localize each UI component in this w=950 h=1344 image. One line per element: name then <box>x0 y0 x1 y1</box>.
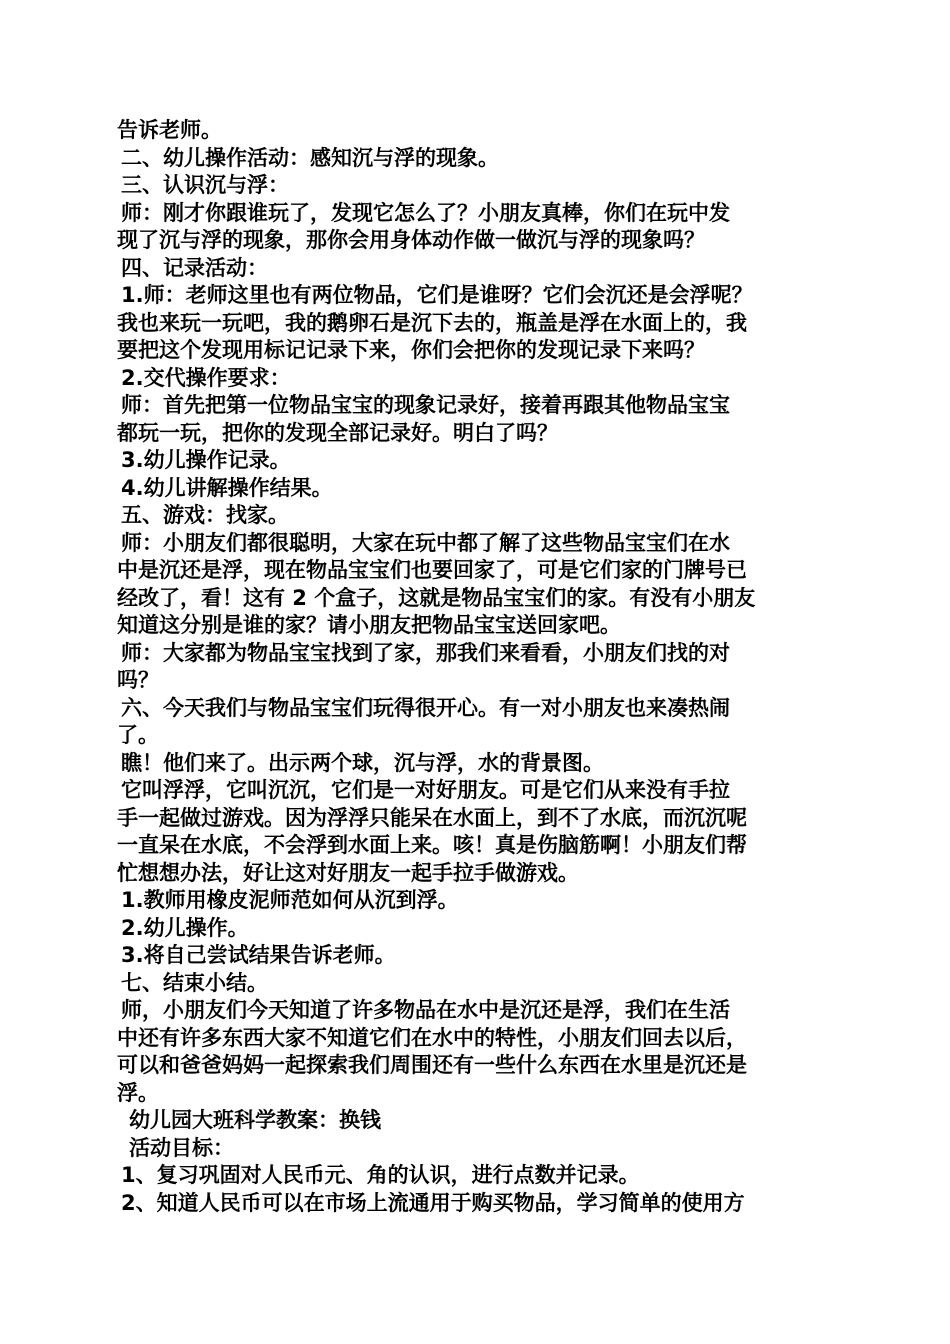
text-line: 可以和爸爸妈妈一起探索我们周围还有一些什么东西在水里是沉还是 <box>117 1053 747 1077</box>
text-line: 师：首先把第一位物品宝宝的现象记录好，接着再跟其他物品宝宝 <box>121 393 730 417</box>
document-page <box>117 117 837 1217</box>
text-line: 吗？ <box>117 668 159 692</box>
text-line: 瞧！他们来了。出示两个球，沉与浮，水的背景图。 <box>121 750 604 775</box>
text-line: 要把这个发现用标记记录下来，你们会把你的发现记录下来吗？ <box>117 338 705 362</box>
text-line: 2、知道人民币可以在市场上流通用于购买物品，学习简单的使用方 <box>121 1190 745 1215</box>
text-line: 中是沉还是浮，现在物品宝宝们也要回家了，可是它们家的门牌号已 <box>117 558 747 582</box>
text-line: 3.将自己尝试结果告诉老师。 <box>121 943 396 967</box>
text-line: 1.教师用橡皮泥师范如何从沉到浮。 <box>121 888 459 912</box>
text-line: 3.幼儿操作记录。 <box>121 448 291 472</box>
text-line: 4.幼儿讲解操作结果。 <box>121 475 333 500</box>
text-line: 中还有许多东西大家不知道它们在水中的特性，小朋友们回去以后， <box>117 1025 747 1050</box>
document-title: 幼儿园大班科学教案：换钱 <box>129 1108 381 1132</box>
text-line: 2.交代操作要求： <box>121 365 291 390</box>
text-line: 经改了，看！这有 2 个盒子，这就是物品宝宝们的家。有没有小朋友 <box>117 585 756 610</box>
text-line: 忙想想办法，好让这对好朋友一起手拉手做游戏。 <box>117 860 579 885</box>
section-heading: 二、幼儿操作活动：感知沉与浮的现象。 <box>121 145 499 170</box>
section-heading: 活动目标： <box>129 1135 234 1160</box>
text-line: 师，小朋友们今天知道了许多物品在水中是沉还是浮，我们在生活 <box>121 998 730 1022</box>
text-line: 1.师：老师这里也有两位物品，它们是谁呀？它们会沉还是会浮呢？ <box>121 283 753 307</box>
text-line: 手一起做过游戏。因为浮浮只能呆在水面上，到不了水底，而沉沉呢 <box>117 805 747 830</box>
section-heading: 六、今天我们与物品宝宝们玩得很开心。有一对小朋友也来凑热闹 <box>121 695 730 720</box>
text-line: 知道这分别是谁的家？请小朋友把物品宝宝送回家吧。 <box>117 613 621 637</box>
text-line: 现了沉与浮的现象，那你会用身体动作做一做沉与浮的现象吗？ <box>117 228 705 252</box>
text-line: 1、复习巩固对人民币元、角的认识，进行点数并记录。 <box>121 1163 640 1187</box>
text-line: 师：大家都为物品宝宝找到了家，那我们来看看，小朋友们找的对 <box>121 640 730 665</box>
text-line: 一直呆在水底，不会浮到水面上来。咳！真是伤脑筋啊！小朋友们帮 <box>117 833 747 857</box>
section-heading: 五、游戏：找家。 <box>121 503 289 527</box>
text-line: 它叫浮浮，它叫沉沉，它们是一对好朋友。可是它们从来没有手拉 <box>121 778 730 802</box>
text-line: 2.幼儿操作。 <box>121 915 249 940</box>
text-line: 师：小朋友们都很聪明，大家在玩中都了解了这些物品宝宝们在水 <box>121 530 730 555</box>
section-heading: 七、结束小结。 <box>121 970 268 995</box>
text-line: 告诉老师。 <box>117 118 222 142</box>
text-line: 了。 <box>117 723 159 747</box>
section-heading: 三、认识沉与浮： <box>121 173 289 197</box>
text-line: 都玩一玩，把你的发现全部记录好。明白了吗？ <box>117 420 558 445</box>
section-heading: 四、记录活动： <box>121 255 268 280</box>
text-line: 我也来玩一玩吧，我的鹅卵石是沉下去的，瓶盖是浮在水面上的，我 <box>117 310 747 335</box>
text-line: 师：刚才你跟谁玩了，发现它怎么了？小朋友真棒，你们在玩中发 <box>121 200 730 225</box>
text-line: 浮。 <box>117 1080 159 1105</box>
